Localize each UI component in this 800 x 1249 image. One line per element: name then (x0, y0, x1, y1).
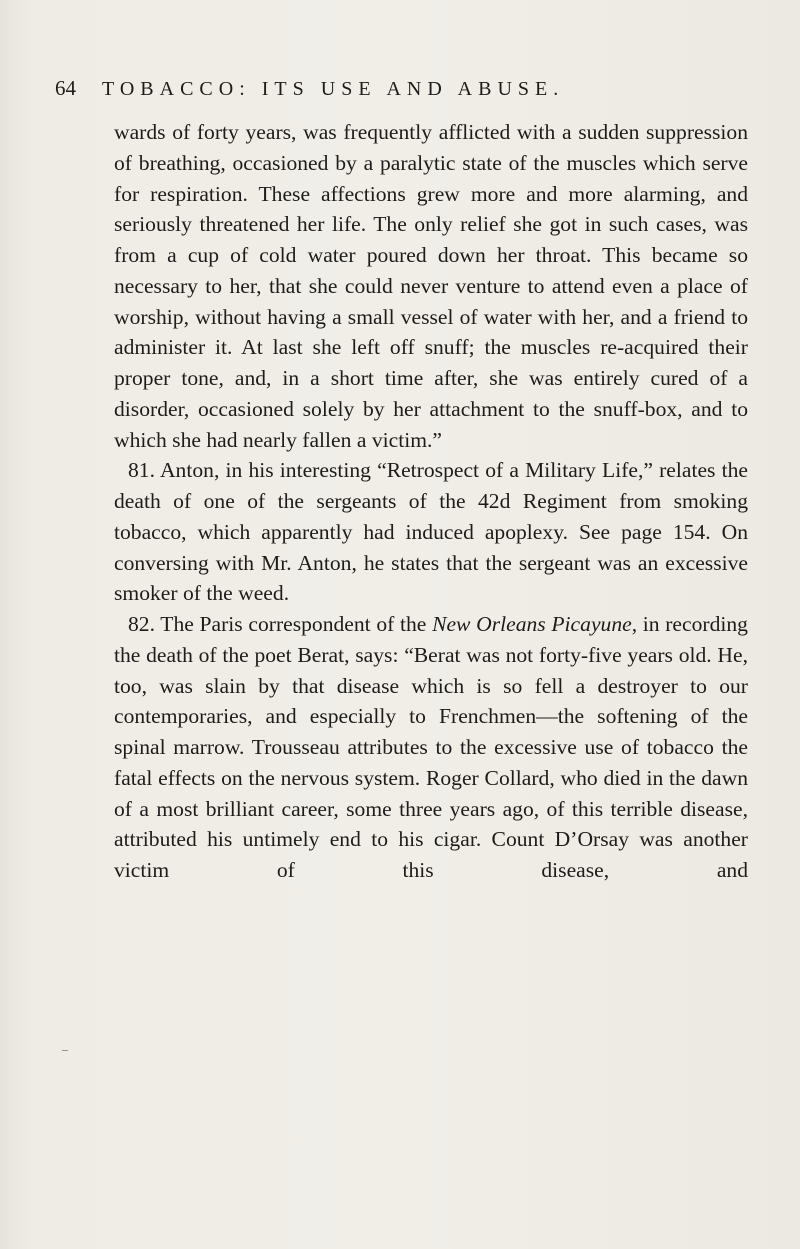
running-header (55, 76, 755, 106)
paragraph-text: , in recording the death of the poet Berat, says: “Berat was not forty-five years old. He, too, was slain by that disease which is so fell a destroyer to our contemporaries, and especially to Frenchmen—the softening of the spinal marrow. Trousseau attributes to the excessive use of tobacco the fatal effects on the nervous system. Roger Collard, who died in the dawn of a most brilliant career, some three years ago, of this terrible disease, attributed his untimely end to his cigar. Count D’Orsay was another victim of this disease, and (114, 612, 748, 882)
margin-mark (62, 1050, 68, 1051)
body-text (114, 117, 748, 886)
paragraph-continuation (114, 117, 748, 455)
page-number: 64 (55, 76, 76, 100)
paragraph-text: wards of forty years, was frequently afflicted with a sudden suppression of breathing, occasioned by a paralytic state of the muscles which serve for respiration. These affections grew more and more alarming, and seriously threatened her life. The only relief she got in such cases, was from a cup of cold water poured down her throat. This became so necessary to her, that she could never venture to attend even a place of worship, without having a small vessel of water with her, and a friend to administer it. At last she left off snuff; the muscles re-acquired their proper tone, and, in a short time after, she was entirely cured of a disorder, occasioned solely by her attachment to the snuff-box, and to which she had nearly fallen a victim.” (114, 120, 748, 452)
newspaper-title: New Orleans Picayune (432, 612, 632, 636)
running-title: TOBACCO: ITS USE AND ABUSE. (102, 78, 565, 100)
paragraph-text: 82. The Paris correspondent of the (128, 612, 433, 636)
paragraph-81 (114, 455, 748, 609)
paragraph-text: 81. Anton, in his interesting “Retrospect of a Military Life,” relates the death of one of the sergeants of the 42d Regiment from smoking tobacco, which apparently had induced apoplexy. See page 154. On conversing with Mr. Anton, he states that the sergeant was an excessive smoker of the weed. (114, 458, 748, 606)
paragraph-82 (114, 609, 748, 886)
